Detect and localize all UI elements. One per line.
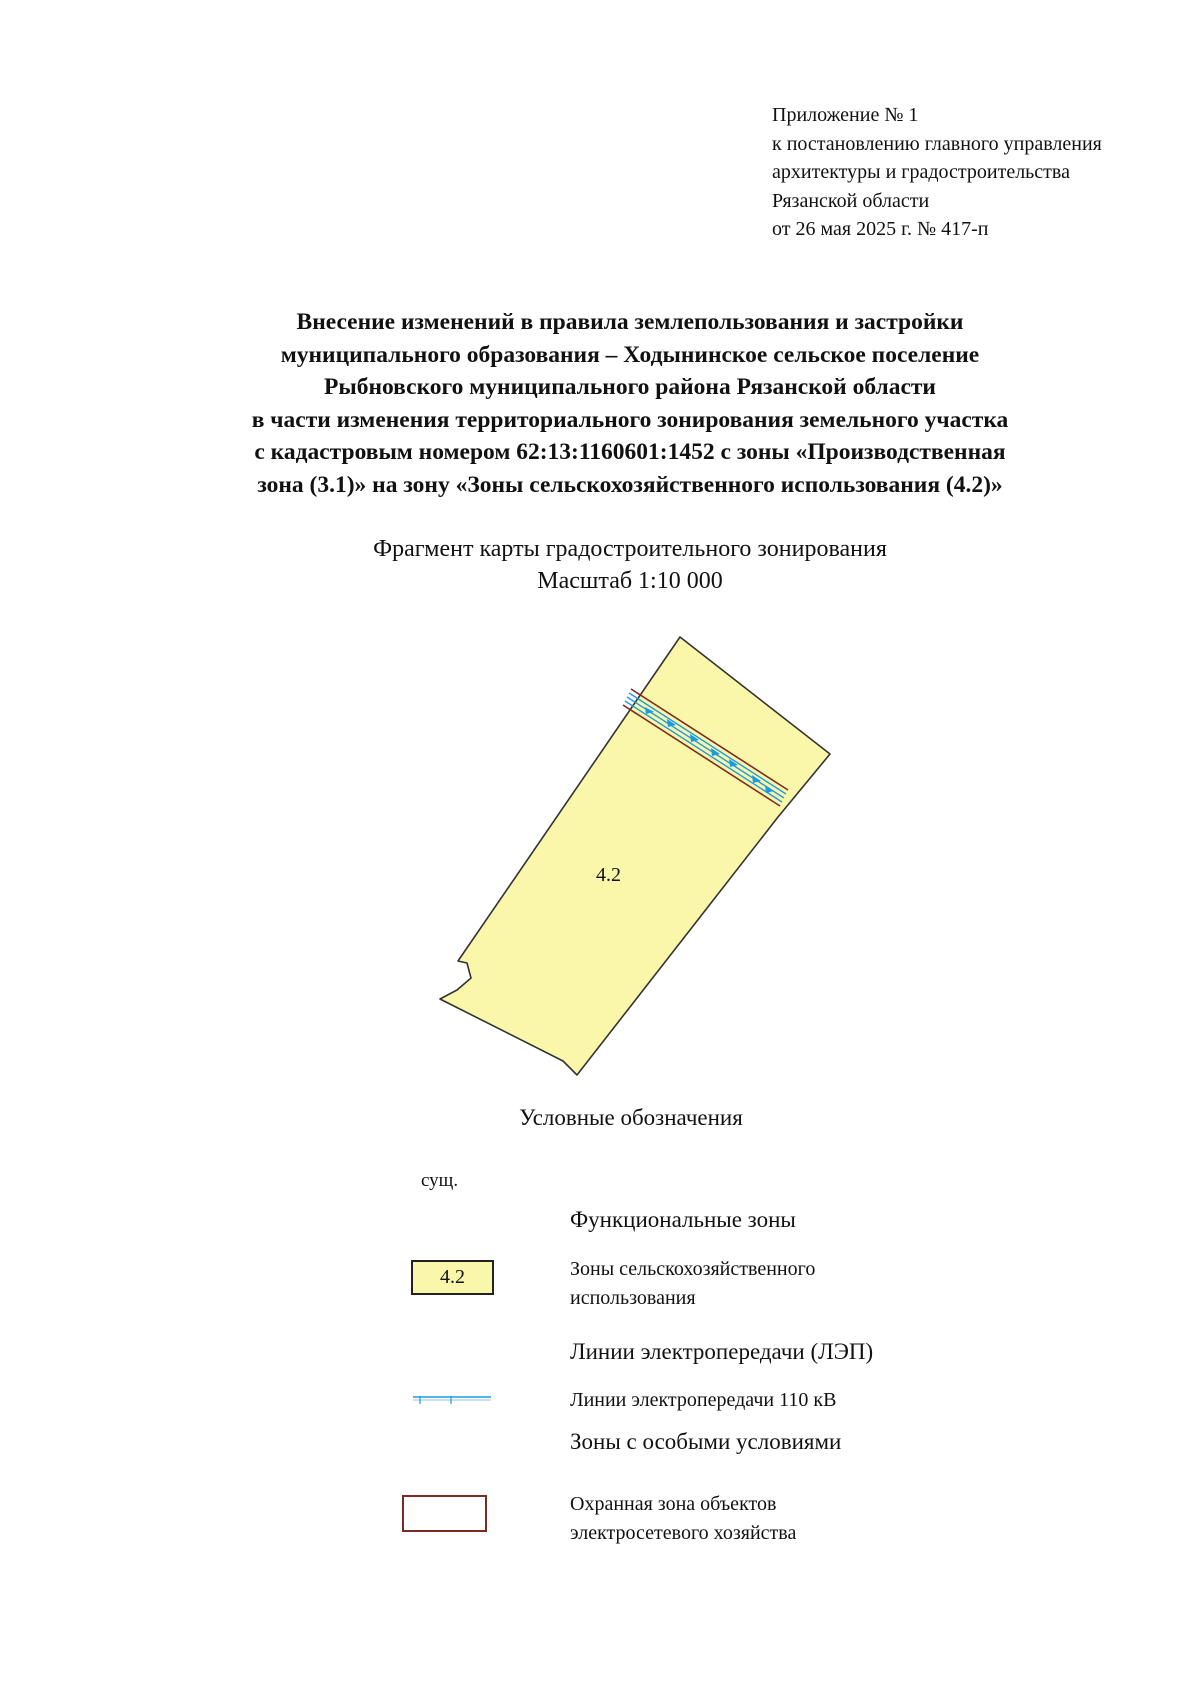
appendix-line: от 26 мая 2025 г. № 417-п [772,218,989,240]
title-line: в части изменения территориального зонирования земельного участка [251,406,1009,433]
title-line: с кадастровым номером 62:13:1160601:1452 с зоны «Производственная [254,439,1006,466]
zone-legend-line: Зоны сельскохозяйственного [570,1258,816,1280]
appendix-line: Рязанской области [772,189,930,212]
power-lines-heading: Линии электропередачи (ЛЭП) [570,1339,874,1364]
title-line: Рыбновского муниципального района Рязанской области [324,374,936,401]
map-scale: Масштаб 1:10 000 [537,568,723,594]
protection-zone-legend-line: Охранная зона объектов [570,1493,777,1515]
protection-zone-legend-text [570,1490,796,1548]
functional-zones-heading: Функциональные зоны [570,1207,796,1232]
protection-zone-swatch [402,1495,487,1532]
power-line-legend-text: Линии электропередачи 110 кВ [570,1389,837,1411]
appendix-line: к постановлению главного управления [772,132,1102,155]
zone-legend-text [570,1255,815,1313]
zone-swatch-label: 4.2 [440,1266,465,1288]
title-line: Внесение изменений в правила землепользования и застройки [296,309,964,335]
title-line: муниципального образования – Ходынинское сельское поселение [280,341,980,368]
power-line-swatch [412,1393,492,1405]
zone-swatch [411,1260,494,1295]
map-heading: Фрагмент карты градостроительного зонирования [373,536,887,562]
map-zone-label: 4.2 [596,864,621,886]
legend-title: Условные обозначения [519,1105,743,1130]
zone-legend-line: использования [570,1287,696,1309]
protection-zone-legend-line: электросетевого хозяйства [570,1522,797,1544]
appendix-line: архитектуры и градостроительства [772,161,1070,183]
appendix-line: Приложение № 1 [772,104,919,126]
title-line: зона (3.1)» на зону «Зоны сельскохозяйственного использования (4.2)» [257,471,1003,498]
legend-abbreviation: сущ. [421,1170,459,1191]
special-zones-heading: Зоны с особыми условиями [570,1429,842,1454]
